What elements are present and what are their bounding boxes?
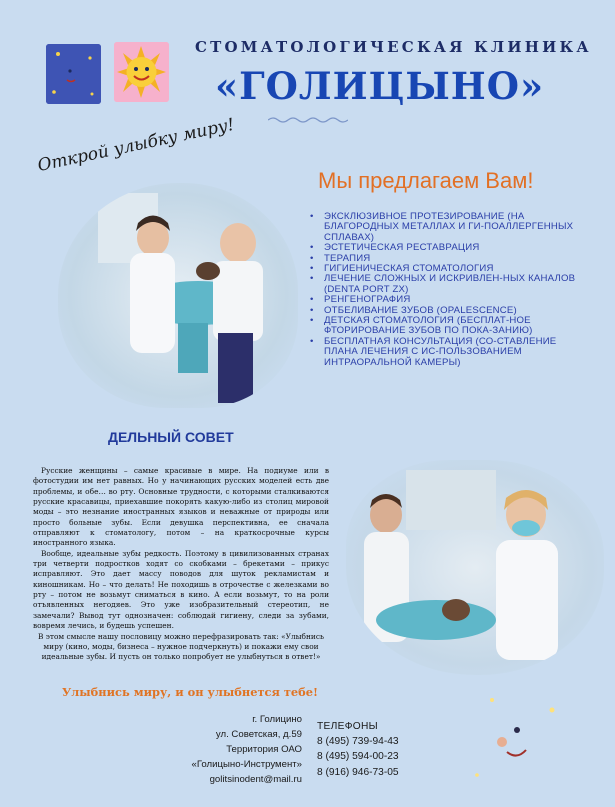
services-list	[308, 212, 578, 368]
service-item: • ОТБЕЛИВАНИЕ ЗУБОВ (OPALESCENCE)	[308, 306, 578, 316]
tagline: Открой улыбку миру!	[35, 114, 237, 176]
advice-paragraph: В этом смысле нашу пословицу можно перефразировать так: «Улыбнись миру (кино, моды, бизнеса – нужное подчеркнуть) и покажи ему свои идеальные зубы. И пусть он только попробует не улыбнуться в ответ!»	[37, 631, 325, 662]
email: golitsinodent@mail.ru	[209, 774, 302, 786]
phone-number: 8 (495) 594-00-23	[317, 751, 399, 763]
service-item: • ЭКСКЛЮЗИВНОЕ ПРОТЕЗИРОВАНИЕ (НА БЛАГОРОДНЫХ МЕТАЛЛАХ И ГИ-ПОАЛЛЕРГЕННЫХ СПЛАВАХ)	[308, 212, 578, 243]
advice-paragraph: Вообще, идеальные зубы редкость. Поэтому в цивилизованных странах три четверти подростков ходят со скобками – брекетами – прикус исправляют. Это дает массу поводов для шуток рекламистам и киношникам. Но – что делать! Не походишь в отрочестве с железками во рту – потом не возьмут сниматься в кино. А если возьмут, то на роли отъявленных негодяев. Это уже изобразительный стереотип, не замечали? Вывод тут однозначен: соблюдай гигиену, следи за зубами, вовремя лечись, и будешь успешен.	[33, 548, 329, 631]
address-line: «Голицыно-Инструмент»	[191, 759, 302, 771]
moon-logo-icon	[46, 44, 101, 104]
service-item: • РЕНГЕНОГРАФИЯ	[308, 295, 578, 305]
advice-text	[33, 466, 329, 663]
advice-title: ДЕЛЬНЫЙ СОВЕТ	[108, 429, 234, 445]
dentist-photo	[346, 460, 604, 675]
service-item: • ЛЕЧЕНИЕ СЛОЖНЫХ И ИСКРИВЛЕН-НЫХ КАНАЛОВ (DENTA PORT ZX)	[308, 274, 578, 295]
dental-office-photo	[58, 183, 298, 408]
slogan: Улыбнись миру, и он улыбнется тебе!	[61, 685, 318, 699]
wave-divider	[268, 116, 348, 124]
offer-title: Мы предлагаем Вам!	[318, 168, 534, 193]
service-item: • ДЕТСКАЯ СТОМАТОЛОГИЯ (БЕСПЛАТ-НОЕ ФТОРИРОВАНИЕ ЗУБОВ ПО ПОКА-ЗАНИЮ)	[308, 316, 578, 337]
service-item: • БЕСПЛАТНАЯ КОНСУЛЬТАЦИЯ (СО-СТАВЛЕНИЕ ПЛАНА ЛЕЧЕНИЯ С ИС-ПОЛЬЗОВАНИЕМ ИНТРАОРАЛЬНОЙ КАМЕРЫ)	[308, 337, 578, 368]
clinic-name: «ГОЛИЦЫНО»	[215, 64, 545, 108]
phone-number: 8 (916) 946-73-05	[317, 766, 399, 778]
phones-block	[317, 719, 447, 780]
service-item: • ГИГИЕНИЧЕСКАЯ СТОМАТОЛОГИЯ	[308, 264, 578, 274]
address-line: г. Голицино	[252, 714, 302, 725]
service-item: • ТЕРАПИЯ	[308, 254, 578, 264]
address-block	[176, 712, 302, 787]
address-line: Территория ОАО	[226, 744, 302, 756]
service-item: • ЭСТЕТИЧЕСКАЯ РЕСТАВРАЦИЯ	[308, 243, 578, 253]
clinic-type: СТОМАТОЛОГИЧЕСКАЯ КЛИНИКА	[195, 38, 592, 56]
address-line: ул. Советская, д.59	[215, 729, 302, 741]
advice-paragraph: Русские женщины – самые красивые в мире. На подиуме или в фотостудии им нет равных. Но у начинающих русских моделей есть две проблемы, и обе… во рту. Основные трудности, с которыми сталкиваются русские красавицы, приехавшие покорять какую-либо из столиц мировой моды – это незнание иностранных языков и неважные от природы или просто больные зубы. Если девушка перспективна, ее сначала отправляют к стоматологу, потом – на краткосрочные курсы иностранного языка.	[33, 466, 329, 548]
phones-label: ТЕЛЕФОНЫ	[317, 721, 378, 732]
sun-logo-icon	[114, 42, 169, 102]
phone-number: 8 (495) 739-94-43	[317, 736, 399, 748]
moon-mascot-icon	[462, 680, 572, 798]
